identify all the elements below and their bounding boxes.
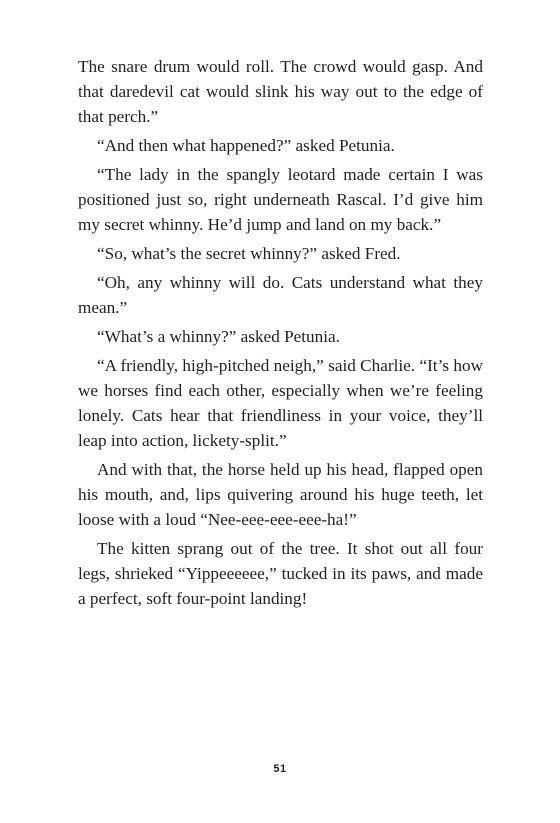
paragraph: “A friendly, high-pitched neigh,” said Charlie. “It’s how we horses find each other, especially when we’re feeling lonely. Cats hear that friendliness in your voice, they’ll leap into action, lickety-split.” (78, 356, 483, 450)
body-text (78, 54, 483, 615)
page-number: 51 (273, 763, 287, 775)
paragraph: “The lady in the spangly leotard made certain I was positioned just so, right underneath Rascal. I’d give him my secret whinny. He’d jump and land on my back.” (78, 165, 483, 234)
paragraph: And with that, the horse held up his head, flapped open his mouth, and, lips quivering around his huge teeth, let loose with a loud “Nee-eee-eee-eee-ha!” (78, 460, 483, 529)
paragraph: “And then what happened?” asked Petunia. (97, 136, 395, 155)
paragraph: The kitten sprang out of the tree. It shot out all four legs, shrieked “Yippeeeeee,” tucked in its paws, and made a perfect, soft four-point landing! (78, 539, 483, 608)
paragraph: “What’s a whinny?” asked Petunia. (97, 327, 340, 346)
paragraph: “Oh, any whinny will do. Cats understand what they mean.” (78, 273, 483, 317)
paragraph: The snare drum would roll. The crowd would gasp. And that daredevil cat would slink his way out to the edge of that perch.” (78, 57, 483, 126)
paragraph: “So, what’s the secret whinny?” asked Fred. (97, 244, 401, 263)
